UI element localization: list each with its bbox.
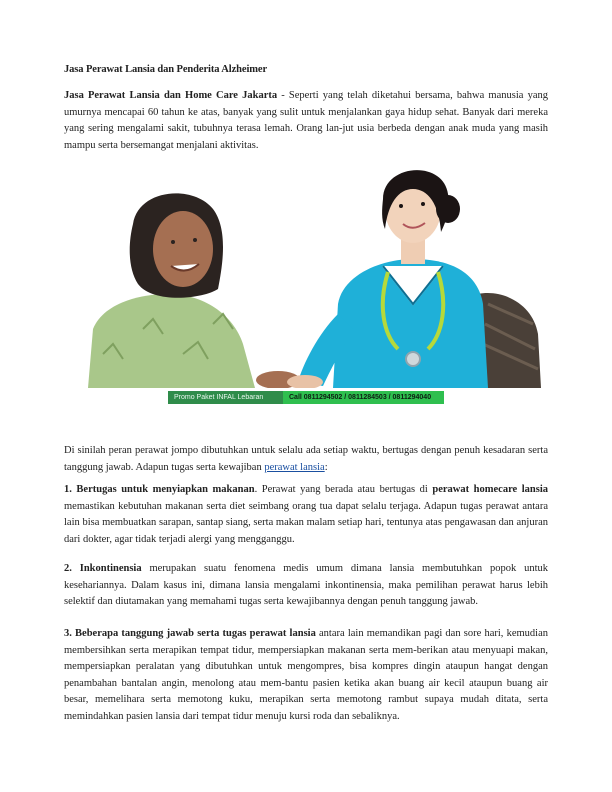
banner-call-numbers[interactable]: Call 0811294502 / 0811284503 / 0811294040 xyxy=(283,391,444,404)
list-item-2 xyxy=(64,561,548,611)
item2-text: merupakan suatu fenomena medis umum dimana lansia membutuhkan popok untuk kesehariannya. Dalam kasus ini, dimana lansia mengalami inkontinensia, maka pemilihan perawat harus lebih selektif dan diutamakan yang memahami tugas serta kewajibannya dengan penuh tanggung jawab. xyxy=(64,563,548,607)
page-title: Jasa Perawat Lansia dan Penderita Alzheimer xyxy=(64,64,268,75)
banner-promo-label[interactable]: Promo Paket INFAL Lebaran xyxy=(168,391,283,404)
item3-heading: 3. Beberapa tanggung jawab serta tugas perawat lansia xyxy=(64,628,316,639)
intro-paragraph xyxy=(64,88,548,154)
para2-text: Di sinilah peran perawat jompo dibutuhkan untuk selalu ada setiap waktu, bertugas dengan penuh kesadaran serta tanggung jawab. Adapun tugas serta kewajiban xyxy=(64,445,548,473)
list-item-1 xyxy=(64,482,548,548)
intro-heading: Jasa Perawat Lansia dan Home Care Jakarta xyxy=(64,90,278,101)
intro-text: - Seperti yang telah diketahui bersama, bahwa manusia yang umurnya mencapai 60 tahun ke atas, banyak yang sulit untuk menjalankan gaya hidup sehat. Banyak dari mereka yang sering mengalami sakit, tubuhnya terasa lemah. Orang lan-jut usia berbeda dengan anak muda yang masih mampu serta bersemangat menjalani aktivitas. xyxy=(64,90,548,151)
item1-text-a: . Perawat yang berada atau bertugas di xyxy=(254,484,433,495)
item3-text: antara lain memandikan pagi dan sore hari, kemudian membersihkan serta merapikan tempat tidur, mempersiapkan makanan serta mem-berikan atau menyuapi makan, mempersiapkan peralatan yang dibutuhkan untuk mengompres, bisa kompres dingin ataupun hangat dengan penambahan bantalan angin, menolong atau mem-bantu pasien ketika akan buang air kecil ataupun buang air besar, memelihara serta memotong kuku, merapikan serta memotong rambut supaya mudah ditata, serta memindahkan pasien lansia dari tempat tidur menuju kursi roda dan sebaliknya. xyxy=(64,628,548,722)
nurse-and-elderly-woman-photo xyxy=(83,154,543,388)
photo-illustration xyxy=(83,154,543,388)
list-item-3 xyxy=(64,626,548,725)
para2-end: : xyxy=(324,461,328,473)
item1-heading: 1. Bertugas untuk menyiapkan makanan xyxy=(64,484,255,495)
paragraph-role xyxy=(64,443,548,476)
promo-banner[interactable] xyxy=(168,391,444,404)
item1-text-b: memastikan kebutuhan makanan serta diet seimbang orang tua dapat selalu terjaga. Adapun tugas perawat antara lain bisa membuatkan sarapan, santap siang, serta makan malam setiap hari, tentunya atas pengawasan dan anjuran dari dokter, agar tidak terjadi alergi yang mengganggu. xyxy=(64,500,548,545)
item2-heading: 2. Inkontinensia xyxy=(64,563,142,574)
perawat-lansia-link[interactable]: perawat lansia xyxy=(264,461,325,473)
item1-bold-term: perawat homecare lansia xyxy=(432,484,548,495)
